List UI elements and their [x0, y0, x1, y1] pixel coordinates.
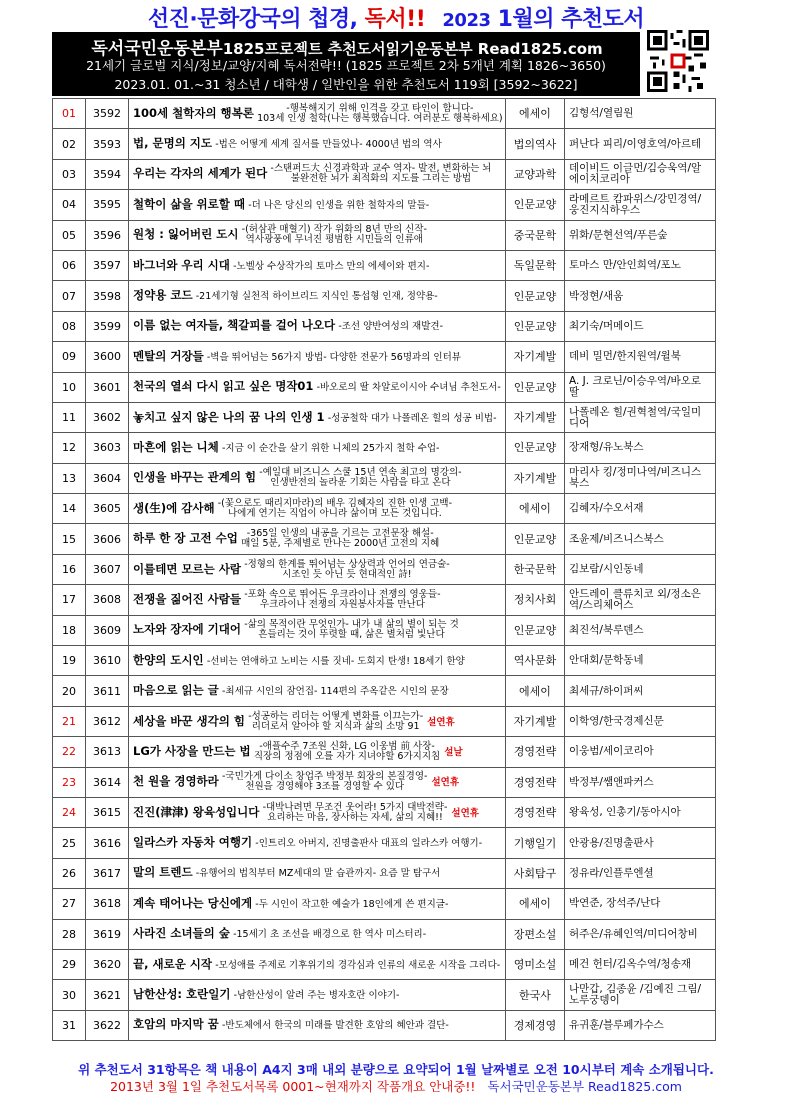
book-description: -최세규 시인의 잠언집- 114편의 주옥같은 시인의 문장	[221, 686, 449, 698]
book-code: 3603	[86, 433, 129, 463]
book-category: 자기계발	[506, 706, 565, 736]
row-number: 11	[53, 402, 86, 432]
title-cell	[129, 281, 506, 311]
book-description: -국민가게 다이소 창업주 박정부 회장의 본질경영- 천원을 경영해야 3조를 경영할 수 있다	[221, 771, 428, 793]
book-description: -행복해지기 위해 인격을 갖고 타인이 합니다- 103세 인생 철학(나는 행복했습니다. 여러분도 행복하세요)	[257, 102, 503, 124]
book-title: 계속 태어나는 당신에게	[133, 895, 253, 910]
title-cell	[129, 858, 506, 888]
book-title: 멘탈의 거장들	[133, 348, 204, 363]
book-description: -인트리오 아버지, 진명출판사 대표의 일라스카 여행기-	[255, 838, 483, 850]
book-code: 3594	[86, 159, 129, 189]
table-row	[53, 767, 716, 797]
book-code: 3600	[86, 342, 129, 372]
book-category: 독일문학	[506, 250, 565, 280]
book-description: -유행어의 법칙부터 MZ세대의 말 습관까지- 요즘 말 탐구서	[195, 868, 441, 880]
table-row	[53, 797, 716, 827]
book-code: 3616	[86, 828, 129, 858]
book-description: -21세기형 실천적 하이브리드 지식인 통섭형 인재, 정약용-	[195, 291, 438, 303]
book-publisher: 마리사 킹/정미나역/비즈니스북스	[565, 463, 716, 493]
table-row	[53, 737, 716, 767]
row-number: 27	[53, 889, 86, 919]
row-number: 19	[53, 646, 86, 676]
row-number: 15	[53, 524, 86, 554]
book-code: 3621	[86, 980, 129, 1010]
book-publisher: 김형석/열림원	[565, 99, 716, 129]
row-number: 22	[53, 737, 86, 767]
book-code: 3622	[86, 1010, 129, 1040]
book-publisher: 정유라/인플루엔셜	[565, 858, 716, 888]
row-number: 16	[53, 554, 86, 584]
book-publisher: 메건 헌터/김옥수역/청송재	[565, 949, 716, 979]
book-code: 3607	[86, 554, 129, 584]
book-title: 원청 : 잃어버린 도시	[133, 227, 239, 242]
book-category: 인문교양	[506, 433, 565, 463]
title-cell	[129, 615, 506, 645]
book-category: 역사문화	[506, 646, 565, 676]
row-number: 26	[53, 858, 86, 888]
book-category: 인문교양	[506, 615, 565, 645]
book-code: 3593	[86, 129, 129, 159]
row-number: 13	[53, 463, 86, 493]
book-category: 정치사회	[506, 585, 565, 615]
book-category: 한국사	[506, 980, 565, 1010]
table-row	[53, 99, 716, 129]
book-publisher: 유귀훈/블루페가수스	[565, 1010, 716, 1040]
title-cell	[129, 129, 506, 159]
book-title: 정약용 코드	[133, 288, 193, 303]
row-number: 30	[53, 980, 86, 1010]
book-title: 인생을 바꾸는 관계의 힘	[133, 470, 257, 485]
book-publisher: 장재형/유노북스	[565, 433, 716, 463]
book-description: -정형의 한계를 뛰어넘는 상상력과 언어의 연금술- 시조인 듯 아닌 듯 현대적인 詩!	[244, 558, 450, 580]
book-title: 마음으로 읽는 글	[133, 683, 219, 698]
title-cell	[129, 585, 506, 615]
book-code: 3610	[86, 646, 129, 676]
book-title: 진진(津津) 왕육성입니다	[133, 804, 260, 819]
book-title: 우리는 각자의 세계가 된다	[133, 166, 268, 181]
page-title: 선진·문화강국의 첩경, 독서!! 2023 1월의 추천도서	[147, 7, 645, 32]
book-publisher: 이학영/한국경제신문	[565, 706, 716, 736]
book-title: 마흔에 읽는 니체	[133, 439, 219, 454]
book-title: 천 원을 경영하라	[133, 774, 219, 789]
row-number: 03	[53, 159, 86, 189]
title-highlight: 독서!!	[364, 7, 426, 32]
title-cell	[129, 250, 506, 280]
table-row	[53, 159, 716, 189]
book-category: 에세이	[506, 889, 565, 919]
book-description: -포화 속으로 뛰어든 우크라이나 전쟁의 영웅들- 우크라이나 전쟁의 자원봉사자를 만난다	[244, 588, 441, 610]
title-cell	[129, 524, 506, 554]
row-number: 24	[53, 797, 86, 827]
book-code: 3611	[86, 676, 129, 706]
title-cell	[129, 737, 506, 767]
book-code: 3620	[86, 949, 129, 979]
title-cell	[129, 463, 506, 493]
book-description: -반도체에서 한국의 미래를 발견한 호암의 혜안과 결단-	[221, 1020, 449, 1032]
book-code: 3613	[86, 737, 129, 767]
book-category: 자기계발	[506, 463, 565, 493]
book-description: -스탠퍼드大 신경과학과 교수 역자- 발전, 변화하는 뇌 불완전한 뇌가 최적화의 지도를 그리는 방법	[270, 163, 492, 185]
book-publisher: 데이비드 이글먼/김승욱역/알에이치코리아	[565, 159, 716, 189]
book-title: 철학이 삶을 위로할 때	[133, 196, 245, 211]
row-number: 08	[53, 311, 86, 341]
book-category: 경영전략	[506, 767, 565, 797]
book-code: 3614	[86, 767, 129, 797]
table-row	[53, 585, 716, 615]
title-cell	[129, 646, 506, 676]
table-row	[53, 980, 716, 1010]
book-title: 바그너와 우리 시대	[133, 257, 230, 272]
table-row	[53, 220, 716, 250]
book-title: 100세 철학자의 행복론	[133, 105, 254, 120]
title-cell	[129, 980, 506, 1010]
book-code: 3618	[86, 889, 129, 919]
book-title: 노자와 장자에 기대어	[133, 622, 241, 637]
book-code: 3612	[86, 706, 129, 736]
book-publisher: 김혜자/수오서재	[565, 494, 716, 524]
book-publisher: 퍼난다 피리/이영호역/아르테	[565, 129, 716, 159]
table-row	[53, 646, 716, 676]
book-publisher: 박정현/새움	[565, 281, 716, 311]
book-title: 이를테면 모르는 사람	[133, 561, 241, 576]
book-title: 생(生)에 감사해	[133, 500, 215, 515]
book-publisher: 조윤제/비즈니스북스	[565, 524, 716, 554]
title-cell	[129, 828, 506, 858]
book-category: 중국문학	[506, 220, 565, 250]
book-title: LG가 사장을 만드는 법	[133, 743, 251, 758]
book-description: -성공철학 대가 나폴레온 힐의 성공 비법-	[327, 412, 497, 424]
row-number: 17	[53, 585, 86, 615]
book-publisher: 안대회/문학동네	[565, 646, 716, 676]
event-tag: 설연휴	[451, 807, 479, 819]
table-row	[53, 949, 716, 979]
event-tag: 설연휴	[431, 777, 459, 789]
row-number: 10	[53, 372, 86, 402]
book-category: 에세이	[506, 99, 565, 129]
book-title: 말의 트렌드	[133, 865, 193, 880]
footer-info: 2013년 3월 1일 추천도서목록 0001~현재까지 작품개요 안내중!! 독서국민운동본부 Read1825.com	[110, 1079, 682, 1094]
event-tag: 설날	[444, 746, 463, 758]
book-code: 3592	[86, 99, 129, 129]
table-row	[53, 919, 716, 949]
header-banner	[52, 32, 640, 96]
book-category: 사회탐구	[506, 858, 565, 888]
book-code: 3597	[86, 250, 129, 280]
book-category: 장편소설	[506, 919, 565, 949]
row-number: 23	[53, 767, 86, 797]
book-code: 3599	[86, 311, 129, 341]
book-title: 이름 없는 여자들, 책갈피를 걸어 나오다	[133, 318, 336, 333]
title-cell	[129, 99, 506, 129]
book-description: -애플수주 7조원 신화, LG 이웅범 前 사장- 직장의 정점에 오를 자가 지녀야할 6가지지침	[253, 740, 441, 762]
book-table	[52, 98, 716, 1041]
book-code: 3596	[86, 220, 129, 250]
title-cell	[129, 797, 506, 827]
book-description: -조선 양반여성의 재발견-	[338, 321, 443, 333]
table-row	[53, 858, 716, 888]
title-cell	[129, 919, 506, 949]
title-cell	[129, 767, 506, 797]
row-number: 09	[53, 342, 86, 372]
book-description: -성공하는 리더는 어떻게 변화를 이끄는가- 리더로서 알아야 할 지식과 삶의 소망 91	[248, 710, 424, 732]
row-number: 14	[53, 494, 86, 524]
table-row	[53, 250, 716, 280]
row-number: 21	[53, 706, 86, 736]
footer-site: 독서국민운동본부 Read1825.com	[487, 1079, 682, 1094]
book-description: -모성애를 주제로 기후위기의 경각심과 인류의 새로운 시작을 그리다-	[215, 959, 501, 971]
book-category: 법의역사	[506, 129, 565, 159]
book-description: -삶의 목적이란 무엇인가- 내가 내 삶의 별이 되는 것 흔들리는 것이 뚜렷할 때, 삶은 별처럼 빛난다	[244, 619, 459, 641]
table-row	[53, 372, 716, 402]
title-cell	[129, 372, 506, 402]
book-category: 경영전략	[506, 797, 565, 827]
table-row	[53, 554, 716, 584]
title-cell	[129, 676, 506, 706]
book-title: 사라진 소녀들의 숲	[133, 926, 230, 941]
title-cell	[129, 220, 506, 250]
row-number: 20	[53, 676, 86, 706]
book-description: -노벨상 수상작가의 토마스 만의 에세이와 편지-	[233, 260, 430, 272]
book-description: -365일 인생의 내공을 기르는 고전문장 해설- 매일 5분, 주제별로 만나는 2000년 고전의 지혜	[241, 528, 440, 550]
book-title: 호암의 마지막 꿈	[133, 1017, 219, 1032]
table-row	[53, 402, 716, 432]
book-category: 자기계발	[506, 342, 565, 372]
table-row	[53, 676, 716, 706]
row-number: 28	[53, 919, 86, 949]
table-row	[53, 494, 716, 524]
book-publisher: 왕육성, 인총기/동아시아	[565, 797, 716, 827]
book-category: 인문교양	[506, 190, 565, 220]
table-row	[53, 889, 716, 919]
book-category: 경제경영	[506, 1010, 565, 1040]
book-publisher: 위화/문현선역/푸른숲	[565, 220, 716, 250]
book-category: 한국문학	[506, 554, 565, 584]
book-code: 3619	[86, 919, 129, 949]
book-code: 3605	[86, 494, 129, 524]
book-title: 하루 한 장 고전 수업	[133, 531, 238, 546]
title-cell	[129, 706, 506, 736]
book-publisher: 나폴레온 힐/권혁철역/국일미디어	[565, 402, 716, 432]
book-description: -바오로의 딸 차알로이시아 수녀님 추천도서-	[316, 382, 501, 394]
book-code: 3608	[86, 585, 129, 615]
book-publisher: 박정부/쌤앤파커스	[565, 767, 716, 797]
title-cell	[129, 889, 506, 919]
table-row	[53, 311, 716, 341]
row-number: 02	[53, 129, 86, 159]
table-row	[53, 615, 716, 645]
title-cell	[129, 1010, 506, 1040]
header-period: 2023.01. 01.~31 청소년 / 대학생 / 일반인을 위한 추천도서 119회 [3592~3622]	[114, 77, 578, 92]
table-row	[53, 342, 716, 372]
book-publisher: 안드레이 클류치코 외/정소은역/스리체어스	[565, 585, 716, 615]
row-number: 12	[53, 433, 86, 463]
table-row	[53, 1010, 716, 1040]
book-description: -법은 어떻게 세계 질서를 만들었나- 4000년 법의 역사	[215, 139, 442, 151]
book-publisher: 김보람/시인동네	[565, 554, 716, 584]
title-cell	[129, 190, 506, 220]
book-description: -선비는 연애하고 노비는 시를 짓네- 도회지 탄생! 18세기 한양	[206, 655, 465, 667]
book-category: 기행일기	[506, 828, 565, 858]
book-description: -15세기 초 조선을 배경으로 한 역사 미스터리-	[233, 929, 427, 941]
book-publisher: 최기숙/머메이드	[565, 311, 716, 341]
book-publisher: 박연준, 장석주/난다	[565, 889, 716, 919]
book-publisher: 최진석/북루덴스	[565, 615, 716, 645]
book-publisher: 허주은/유혜인역/미디어창비	[565, 919, 716, 949]
org-name: 독서국민운동본부	[91, 39, 223, 59]
title-cell	[129, 494, 506, 524]
table-row	[53, 828, 716, 858]
title-cell	[129, 311, 506, 341]
table-row	[53, 463, 716, 493]
book-description: -벽을 뛰어넘는 56가지 방법- 다양한 전문가 56명과의 인터뷰	[206, 351, 461, 363]
row-number: 04	[53, 190, 86, 220]
book-category: 인문교양	[506, 311, 565, 341]
table-row	[53, 706, 716, 736]
table-row	[53, 524, 716, 554]
book-title: 놓치고 싶지 않은 나의 꿈 나의 인생 1	[133, 409, 325, 424]
book-description: -(허삼관 매혈기) 작가 위화의 8년 만의 신작- 역사광풍에 무너진 평범한 시민들의 인류애	[241, 224, 427, 246]
book-code: 3606	[86, 524, 129, 554]
title-cell	[129, 342, 506, 372]
book-description: -지금 이 순간을 살기 위한 니체의 25가지 철학 수업-	[221, 442, 440, 454]
book-code: 3617	[86, 858, 129, 888]
row-number: 06	[53, 250, 86, 280]
book-code: 3615	[86, 797, 129, 827]
book-category: 교양과학	[506, 159, 565, 189]
book-publisher: 나만갑, 김종윤 /김예진 그림/노루궁뎅이	[565, 980, 716, 1010]
row-number: 18	[53, 615, 86, 645]
book-category: 에세이	[506, 676, 565, 706]
row-number: 25	[53, 828, 86, 858]
book-title: 전쟁을 짊어진 사람들	[133, 591, 241, 606]
table-row	[53, 281, 716, 311]
book-category: 경영전략	[506, 737, 565, 767]
row-number: 05	[53, 220, 86, 250]
row-number: 29	[53, 949, 86, 979]
book-publisher: 안광용/진명출판사	[565, 828, 716, 858]
table-row	[53, 129, 716, 159]
book-code: 3609	[86, 615, 129, 645]
book-category: 인문교양	[506, 372, 565, 402]
row-number: 01	[53, 99, 86, 129]
book-code: 3595	[86, 190, 129, 220]
book-publisher: A. J. 크로닌/이승우역/바오로 딸	[565, 372, 716, 402]
book-description: -두 시인이 작고한 예술가 18인에게 쓴 편지글-	[255, 898, 449, 910]
title-cell	[129, 159, 506, 189]
footer-note: 위 추천도서 31항목은 책 내용이 A4지 3매 내외 분량으로 요약되어 1월 날짜별로 오전 10시부터 계속 소개됩니다.	[78, 1062, 714, 1077]
book-publisher: 이웅범/세이코리아	[565, 737, 716, 767]
book-publisher: 데비 밀먼/한지원역/윌북	[565, 342, 716, 372]
book-category: 에세이	[506, 494, 565, 524]
book-title: 끝, 새로운 시작	[133, 956, 213, 971]
book-description: -(꽃으로도 때리지마라)의 배우 김혜자의 진한 인생 고백- 나에게 연기는 직업이 아니라 삶이며 모든 것입니다.	[217, 497, 453, 519]
table-row	[53, 433, 716, 463]
book-title: 천국의 열쇠 다시 읽고 싶은 명작01	[133, 379, 314, 394]
book-publisher: 라메르트 캄파위스/강민경역/웅진지식하우스	[565, 190, 716, 220]
book-description: -더 나은 당신의 인생을 위한 철학자의 말들-	[248, 199, 430, 211]
project-name: 1825프로젝트 추천도서읽기운동본부 Read1825.com	[222, 40, 603, 58]
book-title: 일라스카 자동차 여행기	[133, 835, 253, 850]
book-title: 남한산성: 호란일기	[133, 987, 231, 1002]
book-category: 인문교양	[506, 524, 565, 554]
header-subtitle: 21세기 글로벌 지식/정보/교양/지혜 독서전략!! (1825 프로젝트 2차 5개년 계획 1826~3650)	[86, 58, 606, 73]
book-title: 법, 문명의 지도	[133, 136, 213, 151]
book-code: 3598	[86, 281, 129, 311]
book-publisher: 토마스 만/안인희역/포노	[565, 250, 716, 280]
book-category: 영미소설	[506, 949, 565, 979]
book-code: 3602	[86, 402, 129, 432]
book-description: -대박나려면 무조건 웃어라! 5가지 대박전략- 요리하는 마음, 장사하는 자세, 삶의 지혜!!	[262, 801, 448, 823]
qr-code-icon	[647, 30, 709, 92]
book-description: -남한산성이 알려 주는 병자호란 이야기-	[233, 990, 400, 1002]
title-cell	[129, 554, 506, 584]
event-tag: 설연휴	[427, 716, 455, 728]
book-title: 세상을 바꾼 생각의 힘	[133, 713, 245, 728]
row-number: 31	[53, 1010, 86, 1040]
book-category: 인문교양	[506, 281, 565, 311]
book-code: 3601	[86, 372, 129, 402]
row-number: 07	[53, 281, 86, 311]
book-title: 한양의 도시인	[133, 652, 204, 667]
book-description: -예일대 비즈니스 스쿨 15년 연속 최고의 명강의- 인생반전의 놀라운 기회는 사람을 타고 온다	[259, 467, 462, 489]
title-cell	[129, 949, 506, 979]
table-row	[53, 190, 716, 220]
book-category: 자기계발	[506, 402, 565, 432]
title-cell	[129, 402, 506, 432]
book-publisher: 최세규/하이퍼씨	[565, 676, 716, 706]
title-cell	[129, 433, 506, 463]
title-year: 2023	[442, 10, 491, 31]
book-code: 3604	[86, 463, 129, 493]
